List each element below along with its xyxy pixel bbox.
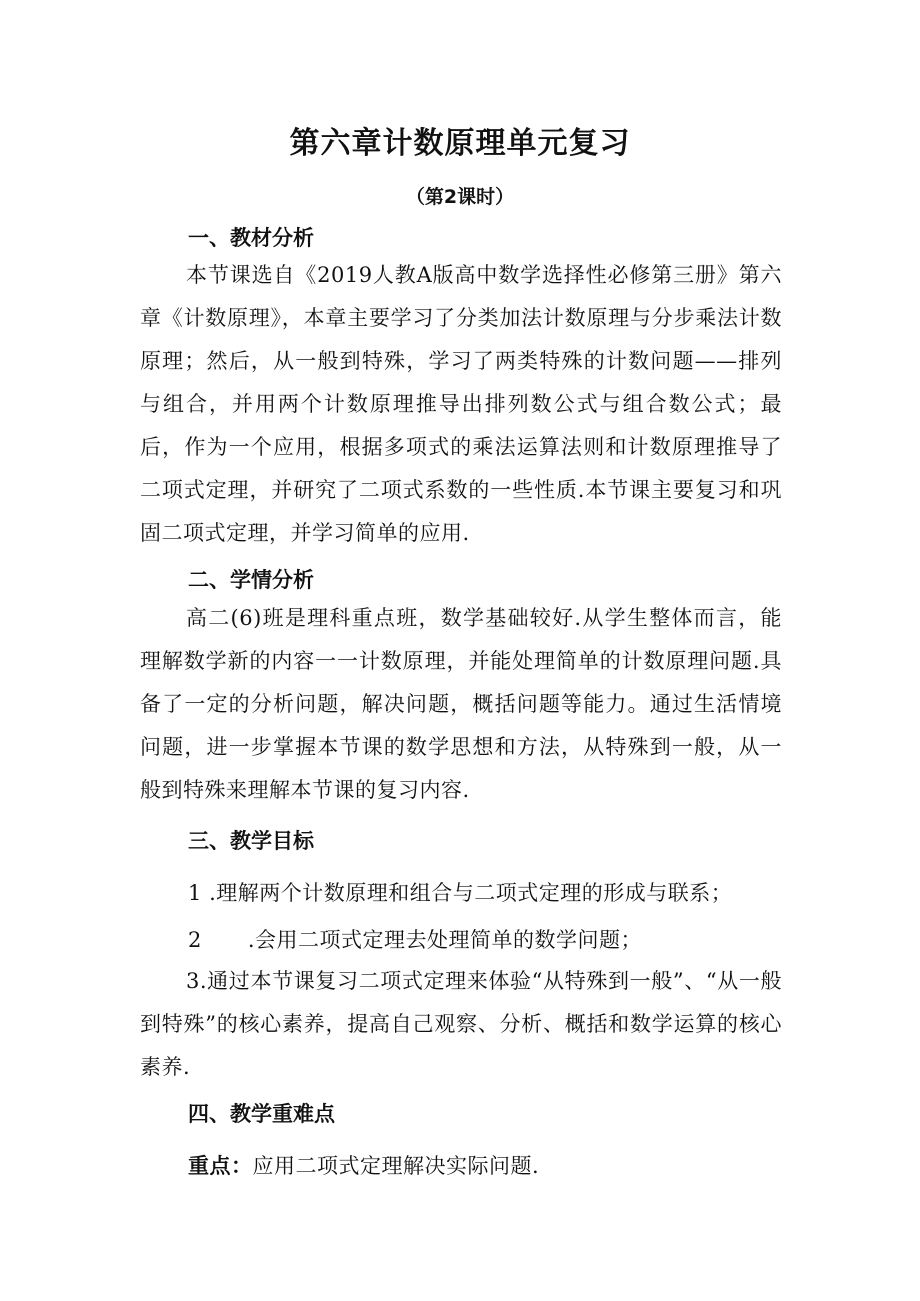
goal-1-number: 1	[188, 881, 202, 905]
goal-item-1	[188, 877, 732, 907]
paragraph-textbook-analysis: 本节课选自《2019人教A版高中数学选择性必修第三册》第六章《计数原理》，本章主要学习了分类加法计数原理与分步乘法计数原理；然后，从一般到特殊，学习了两类特殊的计数问题——排列与组合，并用两个计数原理推导出排列数公式与组合数公式；最后，作为一个应用，根据多项式的乘法运算法则和计数原理推导了二项式定理，并研究了二项式系数的一些性质.本节课主要复习和巩固二项式定理，并学习简单的应用.	[140, 263, 782, 545]
section-heading-textbook-analysis: 一、教材分析	[188, 226, 314, 250]
paragraph-student-analysis: 高二(6)班是理科重点班，数学基础较好.从学生整体而言，能理解数学新的内容一一计数原理，并能处理简单的计数原理问题.具备了一定的分析问题，解决问题，概括问题等能力。通过生活情境问题，进一步掌握本节课的数学思想和方法，从特殊到一般，从一般到特殊来理解本节课的复习内容.	[140, 606, 782, 802]
section-heading-student-analysis: 二、学情分析	[188, 568, 314, 592]
goal-item-2	[188, 924, 642, 954]
goal-2-number: 2	[188, 928, 202, 952]
key-point-label: 重点：	[188, 1154, 253, 1178]
key-point-line	[188, 1150, 539, 1180]
section-heading-key-points: 四、教学重难点	[188, 1102, 335, 1126]
document-title: 第六章计数原理单元复习	[289, 126, 631, 161]
document-subtitle: （第2课时）	[405, 186, 515, 208]
goal-1-text: .理解两个计数原理和组合与二项式定理的形成与联系；	[209, 881, 733, 905]
key-point-text: 应用二项式定理解决实际问题.	[252, 1154, 540, 1178]
goal-item-3: 3.通过本节课复习二项式定理来体验“从特殊到一般”、“从一般到特殊”的核心素养，提高自己观察、分析、概括和数学运算的核心素养.	[140, 969, 782, 1079]
goal-2-text: .会用二项式定理去处理简单的数学问题；	[247, 928, 643, 952]
section-heading-teaching-goals: 三、教学目标	[188, 829, 314, 853]
